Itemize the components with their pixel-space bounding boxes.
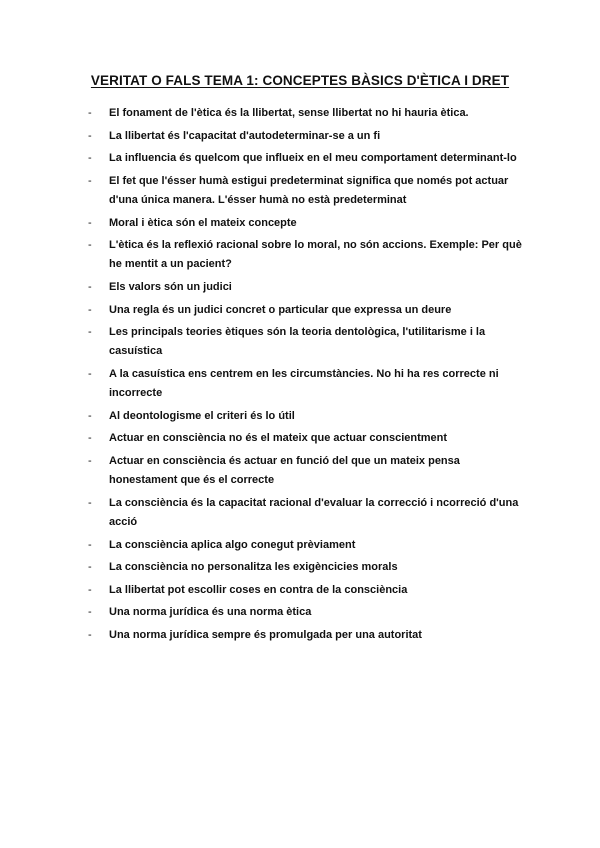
list-item [88, 494, 528, 532]
list-item [88, 365, 528, 403]
list-item [88, 214, 528, 233]
document-title: VERITAT O FALS TEMA 1: CONCEPTES BÀSICS D'ÈTICA I DRET [90, 73, 510, 88]
list-item [88, 407, 528, 426]
list-item [88, 581, 528, 600]
bullet-dash: - [88, 454, 92, 467]
bullet-dash: - [88, 280, 92, 293]
bullet-dash: - [88, 303, 92, 316]
list-item [88, 127, 528, 146]
statement-text: Actuar en consciència no és el mateix que actuar conscientment [109, 432, 448, 445]
statement-text: L'ètica és la reflexió racional sobre lo moral, no són accions. Exemple: Per què he mentit a un pacient? [109, 239, 522, 271]
bullet-dash: - [88, 216, 92, 229]
statement-text: La consciència aplica algo conegut prèviament [109, 538, 356, 551]
list-item [88, 301, 528, 320]
bullet-dash: - [88, 367, 92, 380]
bullet-dash: - [88, 606, 92, 619]
bullet-dash: - [88, 538, 92, 551]
list-item [88, 626, 528, 645]
list-item [88, 236, 528, 274]
list-item [88, 323, 528, 361]
bullet-dash: - [88, 107, 92, 119]
list-item [88, 429, 528, 448]
list-item [88, 104, 528, 123]
bullet-dash: - [88, 129, 92, 142]
bullet-dash: - [88, 409, 92, 422]
list-item [88, 536, 528, 555]
statement-text: La consciència no personalitza les exigèncicies morals [109, 561, 398, 574]
statement-text: Les principals teories ètiques són la teoria dentològica, l'utilitarisme i la casuística [109, 326, 486, 358]
list-item [88, 149, 528, 168]
bullet-dash: - [88, 174, 92, 187]
bullet-dash: - [88, 432, 92, 445]
statement-text: Actuar en consciència és actuar en funció del que un mateix pensa honestament que és el correcte [109, 454, 460, 487]
bullet-dash: - [88, 239, 92, 252]
statement-text: El fonament de l'ètica és la llibertat, sense llibertat no hi hauria ètica. [109, 107, 469, 119]
statement-text: La llibertat pot escollir coses en contra de la consciència [109, 583, 408, 596]
list-item [88, 558, 528, 577]
statement-text: La influencia és quelcom que influeix en el meu comportament determinant-lo [109, 152, 517, 165]
statement-text: La llibertat és l'capacitat d'autodeterminar-se a un fi [109, 129, 381, 142]
bullet-dash: - [88, 561, 92, 574]
list-item [88, 278, 528, 297]
statement-text: Els valors són un judici [109, 280, 232, 293]
bullet-dash: - [88, 326, 92, 339]
statement-text: Al deontologisme el criteri és lo útil [109, 409, 295, 422]
list-item [88, 603, 528, 622]
statement-text: A la casuística ens centrem en les circumstàncies. No hi ha res correcte ni incorrecte [109, 367, 499, 400]
statement-text: Una norma jurídica és una norma ètica [109, 606, 312, 619]
statement-text: Una norma jurídica sempre és promulgada per una autoritat [109, 628, 422, 641]
bullet-dash: - [88, 152, 92, 165]
list-item [88, 172, 528, 210]
bullet-dash: - [88, 583, 92, 596]
statement-list [88, 104, 528, 649]
bullet-dash: - [88, 628, 92, 641]
list-item [88, 452, 528, 490]
bullet-dash: - [88, 496, 92, 509]
statement-text: La consciència és la capacitat racional d'evaluar la correcció i ncorreció d'una acció [109, 496, 519, 528]
statement-text: Una regla és un judici concret o particular que expressa un deure [109, 303, 452, 316]
statement-text: Moral i ètica són el mateix concepte [109, 216, 297, 229]
statement-text: El fet que l'ésser humà estigui predeterminat significa que només pot actuar d'una única manera. L'ésser humà no està predeterminat [109, 174, 509, 206]
